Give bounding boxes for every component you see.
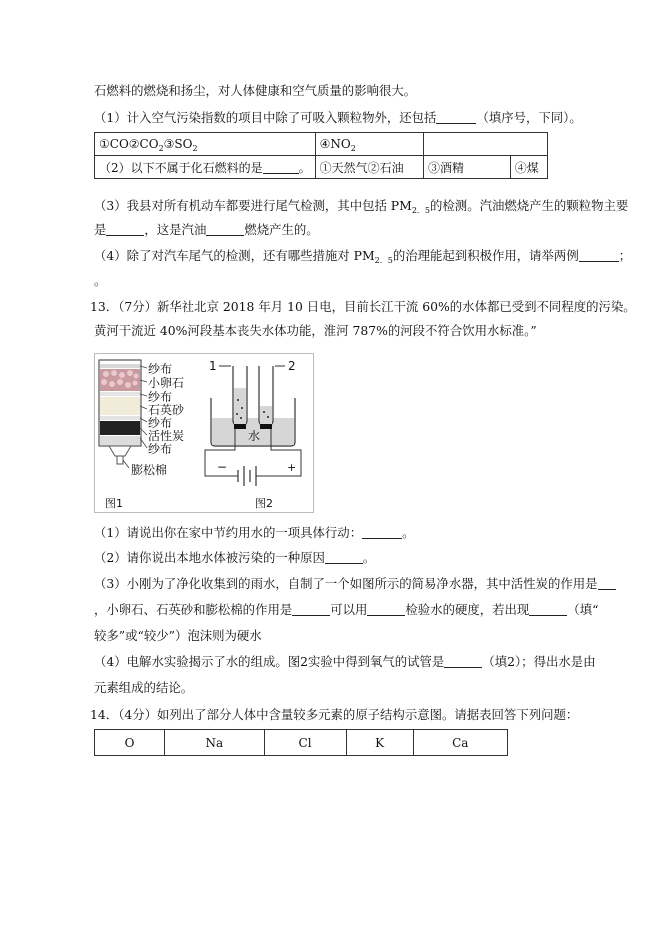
answer-blank[interactable] (598, 576, 616, 590)
water-filter-diagram (99, 360, 185, 510)
answer-blank[interactable] (106, 222, 144, 236)
label-gauze: 纱布 (148, 390, 173, 404)
tube-1-water (234, 388, 246, 424)
plus-sign: + (287, 461, 297, 474)
cell-empty (424, 133, 548, 156)
gauze-layer (100, 392, 140, 396)
q4-line2: 。 (94, 273, 107, 288)
figure-drawing (95, 354, 313, 512)
electrode-1 (234, 424, 246, 429)
tube-2-label: 2 (288, 359, 296, 373)
quartz-sand-layer (100, 397, 140, 415)
answer-blank[interactable] (206, 222, 244, 236)
water-figure (94, 353, 314, 513)
element-cell: K (346, 730, 413, 756)
gauze-layer (100, 416, 140, 420)
element-table (94, 729, 508, 756)
cotton-layer (100, 436, 140, 445)
element-cell: O (95, 730, 165, 756)
p13-q1: （1）请说出你在家中节约用水的一项具体行动： 。 (94, 525, 415, 540)
cell-carbon-sulfur: $①CO②CO_2③SO_2$ (95, 133, 316, 156)
q3-line2: 是 ，这是汽油 燃烧产生的。 (94, 222, 319, 237)
label-gauze: 纱布 (148, 442, 173, 456)
label-gauze: 纱布 (148, 416, 173, 430)
p13-q2: （2）请你说出本地水体被污染的一种原因 。 (94, 550, 376, 565)
answer-blank[interactable] (263, 160, 299, 174)
electrolysis-diagram (205, 359, 301, 510)
label-pebbles: 小卵石 (148, 376, 185, 390)
problem-14-heading: 14．（4分）如列出了部分人体中含量较多元素的原子结构示意图。请据表回答下列问题： (90, 707, 579, 722)
filter-outlet (117, 456, 123, 464)
problem-13-heading: 13．（7分）新华社北京 2018 年月 10 日电，目前长江干流 60%的水体都已受到不同程度的污染。 (90, 299, 636, 314)
minus-sign: − (217, 460, 228, 474)
element-cell: Na (165, 730, 264, 756)
cell-no2: $④NO_2$ (315, 133, 423, 156)
figure-1-caption: 图1 (105, 497, 123, 510)
figure-2-caption: 图2 (255, 497, 273, 510)
p13-q4-line2: 元素组成的结论。 (94, 680, 194, 695)
problem-13-line2: 黄河干流近 40%河段基本丧失水体功能，淮河 787%的河段不符合饮用水标准。” (94, 323, 537, 338)
label-gauze: 纱布 (148, 362, 173, 376)
electrode-2 (260, 424, 272, 429)
pollutant-table (94, 132, 548, 179)
filter-funnel (109, 446, 131, 456)
element-cell: Ca (413, 730, 507, 756)
answer-blank[interactable] (367, 602, 405, 616)
p13-q4-line1: （4）电解水实验揭示了水的组成。图2实验中得到氧气的试管是 （填2）；得出水是由 (94, 654, 596, 669)
option-coal: ④煤 (510, 156, 547, 179)
p13-q3-line2: ，小卵石、石英砂和膨松棉的作用是 可以用 检验水的硬度，若出现 （填“ (94, 602, 599, 617)
element-cell: Cl (264, 730, 346, 756)
label-quartz-sand: 石英砂 (148, 403, 185, 417)
p13-q3-line3: 较多”或“较少”）泡沫则为硬水 (94, 628, 262, 643)
option-alcohol: ③酒精 (424, 156, 511, 179)
intro-line: 石燃料的燃烧和扬尘，对人体健康和空气质量的影响很大。 (94, 83, 417, 98)
answer-blank[interactable] (362, 525, 402, 539)
answer-blank[interactable] (325, 550, 363, 564)
answer-blank[interactable] (529, 602, 567, 616)
answer-blank[interactable] (292, 602, 330, 616)
tube-1-label: 1 (209, 359, 217, 373)
q2-fossil-fuel: （2）以下不属于化石燃料的是 。 (95, 156, 316, 179)
activated-carbon-layer (100, 421, 140, 435)
label-activated-carbon: 活性炭 (148, 429, 185, 443)
tube-2-water (260, 406, 272, 424)
answer-blank[interactable] (444, 654, 482, 668)
water-label: 水 (248, 429, 261, 443)
q4-line1: （4）除了对汽车尾气的检测，还有哪些措施对 $PM_{2.5}$的治理能起到积极作用，请举两例 ； (94, 248, 632, 265)
option-gas-oil: ①天然气②石油 (315, 156, 423, 179)
label-cotton: 膨松棉 (131, 463, 168, 477)
q3-line1: （3）我县对所有机动车都要进行尾气检测，其中包括 $PM_{2.5}$的检测。汽油燃烧产生的颗粒物主要 (94, 198, 629, 215)
gauze-layer (100, 364, 140, 368)
answer-blank[interactable] (436, 110, 476, 124)
q1-air-pollution: （1）计入空气污染指数的项目中除了可吸入颗粒物外，还包括 （填序号，下同）。 (94, 110, 582, 125)
answer-blank[interactable] (579, 248, 619, 262)
p13-q3-line1: （3）小刚为了净化收集到的雨水，自制了一个如图所示的简易净水器，其中活性炭的作用是 (94, 575, 616, 593)
